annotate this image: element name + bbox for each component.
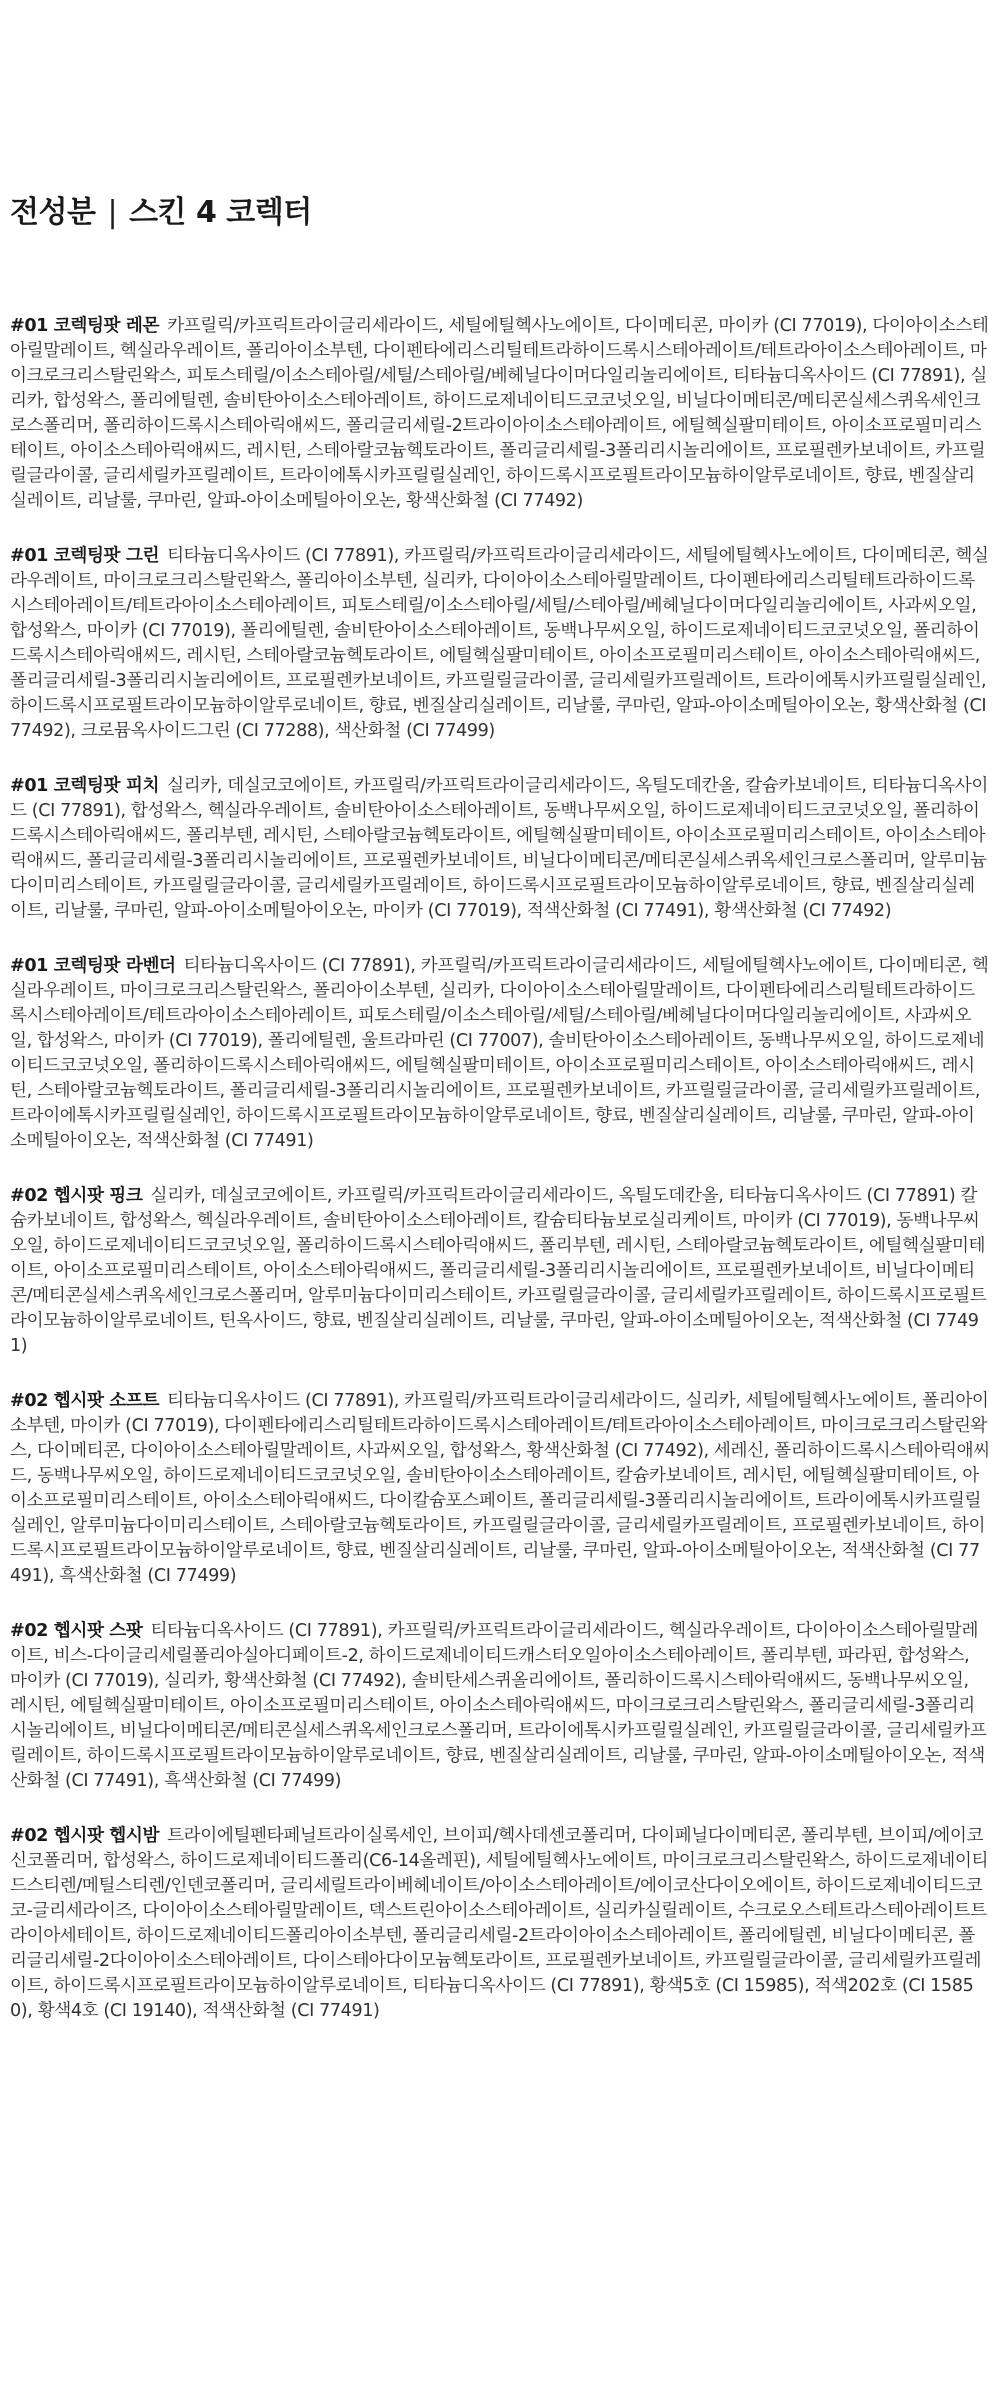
product-name: #01 코렉팅팟 레몬 [10, 316, 160, 336]
ingredient-block-pink [10, 1184, 990, 1359]
ingredient-list: 티타늄디옥사이드 (CI 77891), 카프릴릭/카프릭트라이글리세라이드, 헥실라우레이트, 다이아이소스테아릴말레이트, 비스-다이글리세릴폴리아실아디페이트-2, 하이드로제네이티드캐스터오일아이소스테아레이트, 폴리부텐, 파라핀, 합성왁스, 마이카 (CI 77019), 실리카, 황색산화철 (CI 77492), 솔비탄세스퀴올리에이트, 폴리하이드록시스테아릭애씨드, 동백나무씨오일, 레시틴, 에틸헥실팔미테이트, 아이소프로필미리스테이트, 아이소스테아릭애씨드, 마이크로크리스탈린왁스, 폴리글리세릴-3폴리리시놀리에이트, 비닐다이메티콘/메티콘실세스퀴옥세인크로스폴리머, 트라이에톡시카프릴릴실레인, 카프릴릴글라이콜, 글리세릴카프릴레이트, 하이드록시프로필트라이모늄하이알루로네이트, 향료, 벤질살리실레이트, 리날룰, 쿠마린, 알파-아이소메틸아이오논, 적색산화철 (CI 77491), 흑색산화철 (CI 77499) [10, 1621, 987, 1791]
product-name: #02 헵시팟 헵시밤 [10, 1826, 160, 1846]
product-name: #01 코렉팅팟 라벤더 [10, 956, 176, 976]
product-name: #01 코렉팅팟 그린 [10, 546, 160, 566]
ingredient-block-peach [10, 774, 990, 924]
page-title [10, 193, 990, 233]
ingredient-block-lavender [10, 954, 990, 1154]
ingredient-block-soft [10, 1389, 990, 1589]
ingredient-list: 카프릴릭/카프릭트라이글리세라이드, 세틸에틸헥사노에이트, 다이메티콘, 마이카 (CI 77019), 다이아이소스테아릴말레이트, 헥실라우레이트, 폴리아이소부텐, 다이펜타에리스리틸테트라하이드록시스테아레이트/테트라아이소스테아레이트, 마이크로크리스탈린왁스, 피토스테릴/이소스테아릴/세틸/스테아릴/베헤닐다이머다일리놀리에이트, 티타늄디옥사이드 (CI 77891), 실리카, 합성왁스, 폴리에틸렌, 솔비탄아이소스테아레이트, 하이드로제네이티드코코넛오일, 비닐다이메티콘/메티콘실세스퀴옥세인크로스폴리머, 폴리하이드록시스테아릭애씨드, 폴리글리세릴-2트라이아이소스테아레이트, 에틸헥실팔미테이트, 아이소프로필미리스테이트, 아이소스테아릭애씨드, 레시틴, 스테아랄코늄헥토라이트, 폴리글리세릴-3폴리리시놀리에이트, 프로필렌카보네이트, 카프릴릴글라이콜, 글리세릴카프릴레이트, 트라이에톡시카프릴릴실레인, 하이드록시프로필트라이모늄하이알루로네이트, 향료, 벤질살리실레이트, 리날룰, 쿠마린, 알파-아이소메틸아이오논, 황색산화철 (CI 77492) [10, 316, 989, 511]
product-name: #01 코렉팅팟 피치 [10, 776, 160, 796]
ingredient-list: 실리카, 데실코코에이트, 카프릴릭/카프릭트라이글리세라이드, 옥틸도데칸올, 티타늄디옥사이드 (CI 77891) 칼슘카보네이트, 합성왁스, 헥실라우레이트, 솔비탄아이소스테아레이트, 칼슘티타늄보로실리케이트, 마이카 (CI 77019), 동백나무씨오일, 하이드로제네이티드코코넛오일, 폴리하이드록시스테아릭애씨드, 폴리부텐, 레시틴, 스테아랄코늄헥토라이트, 에틸헥실팔미테이트, 아이소프로필미리스테이트, 아이소스테아릭애씨드, 폴리글리세릴-3폴리리시놀리에이트, 프로필렌카보네이트, 비닐다이메티콘/메티콘실세스퀴옥세인크로스폴리머, 알루미늄다이미리스테이트, 카프릴릴글라이콜, 글리세릴카프릴레이트, 하이드록시프로필트라이모늄하이알루로네이트, 틴옥사이드, 향료, 벤질살리실레이트, 리날룰, 쿠마린, 알파-아이소메틸아이오논, 적색산화철 (CI 77491) [10, 1186, 987, 1356]
ingredient-block-green [10, 544, 990, 744]
product-name: #02 헵시팟 핑크 [10, 1186, 143, 1206]
ingredient-list: 티타늄디옥사이드 (CI 77891), 카프릴릭/카프릭트라이글리세라이드, 세틸에틸헥사노에이트, 다이메티콘, 헥실라우레이트, 마이크로크리스탈린왁스, 폴리아이소부텐, 실리카, 다이아이소스테아릴말레이트, 다이펜타에리스리틸테트라하이드록시스테아레이트/테트라아이소스테아레이트, 피토스테릴/이소스테아릴/세틸/스테아릴/베헤닐다이머다일리놀리에이트, 사과씨오일, 합성왁스, 마이카 (CI 77019), 폴리에틸렌, 솔비탄아이소스테아레이트, 동백나무씨오일, 하이드로제네이티드코코넛오일, 폴리하이드록시스테아릭애씨드, 레시틴, 스테아랄코늄헥토라이트, 에틸헥실팔미테이트, 아이소프로필미리스테이트, 아이소스테아릭애씨드, 폴리글리세릴-3폴리리시놀리에이트, 프로필렌카보네이트, 카프릴릴글라이콜, 글리세릴카프릴레이트, 트라이에톡시카프릴릴실레인, 하이드록시프로필트라이모늄하이알루로네이트, 향료, 벤질살리실레이트, 리날룰, 쿠마린, 알파-아이소메틸아이오논, 황색산화철 (CI 77492), 크로뮴옥사이드그린 (CI 77288), 색산화철 (CI 77499) [10, 546, 989, 741]
ingredient-block-lemon [10, 314, 990, 514]
ingredient-block-balm [10, 1824, 990, 2024]
page-title-label: 전성분 [10, 195, 96, 230]
product-name: #02 헵시팟 스팟 [10, 1621, 143, 1641]
ingredient-list: 실리카, 데실코코에이트, 카프릴릭/카프릭트라이글리세라이드, 옥틸도데칸올, 칼슘카보네이트, 티타늄디옥사이드 (CI 77891), 합성왁스, 헥실라우레이트, 솔비탄아이소스테아레이트, 동백나무씨오일, 하이드로제네이티드코코넛오일, 폴리하이드록시스테아릭애씨드, 폴리부텐, 레시틴, 스테아랄코늄헥토라이트, 에틸헥실팔미테이트, 아이소프로필미리스테이트, 아이소스테아릭애씨드, 폴리글리세릴-3폴리리시놀리에이트, 프로필렌카보네이트, 비닐다이메티콘/메티콘실세스퀴옥세인크로스폴리머, 알루미늄다이미리스테이트, 카프릴릴글라이콜, 글리세릴카프릴레이트, 하이드록시프로필트라이모늄하이알루로네이트, 향료, 벤질살리실레이트, 리날룰, 쿠마린, 알파-아이소메틸아이오논, 마이카 (CI 77019), 적색산화철 (CI 77491), 황색산화철 (CI 77492) [10, 776, 988, 921]
ingredient-block-spot [10, 1619, 990, 1794]
page-title-product: 스킨 4 코렉터 [129, 195, 312, 230]
ingredient-list: 티타늄디옥사이드 (CI 77891), 카프릴릭/카프릭트라이글리세라이드, 세틸에틸헥사노에이트, 다이메티콘, 헥실라우레이트, 마이크로크리스탈린왁스, 폴리아이소부텐, 실리카, 다이아이소스테아릴말레이트, 다이펜타에리스리틸테트라하이드록시스테아레이트/테트라아이소스테아레이트, 피토스테릴/이소스테아릴/세틸/스테아릴/베헤닐다이머다일리놀리에이트, 사과씨오일, 합성왁스, 마이카 (CI 77019), 폴리에틸렌, 울트라마린 (CI 77007), 솔비탄아이소스테아레이트, 동백나무씨오일, 하이드로제네이티드코코넛오일, 폴리하이드록시스테아릭애씨드, 에틸헥실팔미테이트, 아이소프로필미리스테이트, 아이소스테아릭애씨드, 레시틴, 스테아랄코늄헥토라이트, 폴리글리세릴-3폴리리시놀리에이트, 프로필렌카보네이트, 카프릴릴글라이콜, 글리세릴카프릴레이트, 트라이에톡시카프릴릴실레인, 하이드록시프로필트라이모늄하이알루로네이트, 향료, 벤질살리실레이트, 리날룰, 쿠마린, 알파-아이소메틸아이오논, 적색산화철 (CI 77491) [10, 956, 989, 1151]
product-name: #02 헵시팟 소프트 [10, 1391, 160, 1411]
title-separator: | [107, 195, 118, 230]
ingredient-list: 티타늄디옥사이드 (CI 77891), 카프릴릭/카프릭트라이글리세라이드, 실리카, 세틸에틸헥사노에이트, 폴리아이소부텐, 마이카 (CI 77019), 다이펜타에리스리틸테트라하이드록시스테아레이트/테트라아이소스테아레이트, 마이크로크리스탈린왁스, 다이메티콘, 다이아이소스테아릴말레이트, 사과씨오일, 합성왁스, 황색산화철 (CI 77492), 세레신, 폴리하이드록시스테아릭애씨드, 동백나무씨오일, 하이드로제네이티드코코넛오일, 솔비탄아이소스테아레이트, 칼슘카보네이트, 레시틴, 에틸헥실팔미테이트, 아이소프로필미리스테이트, 아이소스테아릭애씨드, 다이칼슘포스페이트, 폴리글리세릴-3폴리리시놀리에이트, 트라이에톡시카프릴릴실레인, 알루미늄다이미리스테이트, 스테아랄코늄헥토라이트, 카프릴릴글라이콜, 글리세릴카프릴레이트, 프로필렌카보네이트, 하이드록시프로필트라이모늄하이알루로네이트, 향료, 벤질살리실레이트, 리날룰, 쿠마린, 알파-아이소메틸아이오논, 적색산화철 (CI 77491), 흑색산화철 (CI 77499) [10, 1391, 990, 1586]
ingredient-list: 트라이에틸펜타페닐트라이실록세인, 브이피/헥사데센코폴리머, 다이페닐다이메티콘, 폴리부텐, 브이피/에이코신코폴리머, 합성왁스, 하이드로제네이티드폴리(C6-14올레핀), 세틸에틸헥사노에이트, 마이크로크리스탈린왁스, 하이드로제네이티드스티렌/메틸스티렌/인덴코폴리머, 글리세릴트라이베헤네이트/아이소스테아레이트/에이코산다이오에이트, 하이드로제네이티드코코-글리세라이즈, 다이아이소스테아릴말레이트, 덱스트린아이소스테아레이트, 실리카실릴레이트, 수크로오스테트라스테아레이트트라이아세테이트, 하이드로제네이티드폴리아이소부텐, 폴리글리세릴-2트라이아이소스테아레이트, 폴리에틸렌, 비닐다이메티콘, 폴리글리세릴-2다이아이소스테아레이트, 다이스테아다이모늄헥토라이트, 프로필렌카보네이트, 카프릴릴글라이콜, 글리세릴카프릴레이트, 하이드록시프로필트라이모늄하이알루로네이트, 티타늄디옥사이드 (CI 77891), 황색5호 (CI 15985), 적색202호 (CI 15850), 황색4호 (CI 19140), 적색산화철 (CI 77491) [10, 1826, 989, 2021]
